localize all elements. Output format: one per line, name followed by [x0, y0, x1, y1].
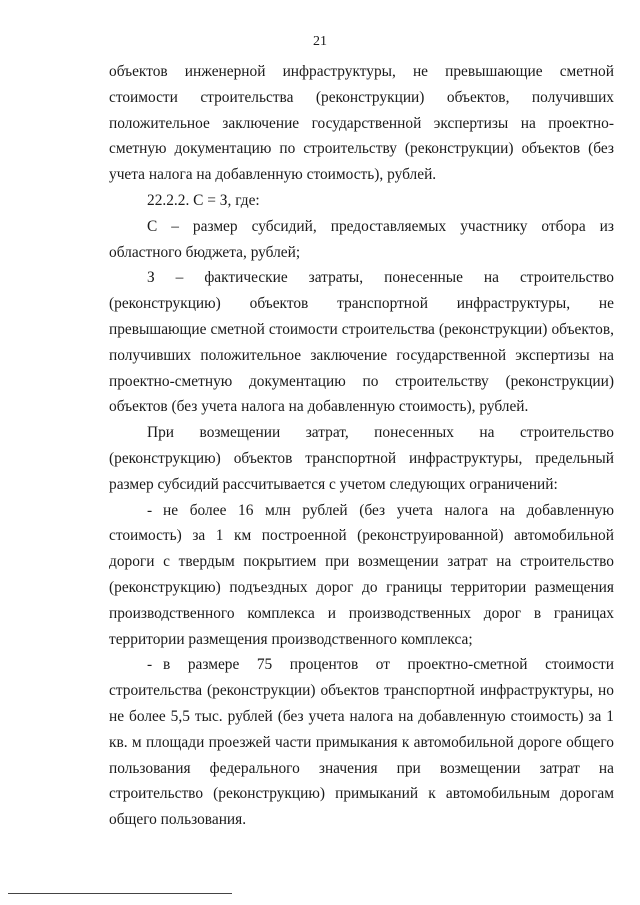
footer-divider — [8, 893, 232, 894]
paragraph-formula: 22.2.2. С = З, где: — [147, 191, 260, 209]
page-number: 21 — [313, 34, 327, 49]
paragraph-definition-c: С – размер субсидий, предоставляемых участнику отбора из областного бюджета, рублей; — [109, 217, 614, 261]
list-item-text: в размере 75 процентов от проектно-сметной стоимости строительства (реконструкции) объектов транспортной инфраструктуры, но не более 5,5 тыс. рублей (без учета налога на добавленную стоимость) за 1 кв. м площади проезжей части примыкания к автомобильной дороге общего пользования федерального значения при возмещении затрат на строительство (реконструкцию) примыканий к автомобильным дорогам общего пользования. — [109, 656, 614, 829]
paragraph-definition-z: З – фактические затраты, понесенные на строительство (реконструкцию) объектов транспортной инфраструктуры, не превышающие сметной стоимости строительства (реконструкции) объектов, получивших положительное заключение государственной экспертизы на проектно-сметную документацию по строительству (реконструкции) объектов (без учета налога на добавленную стоимость), рублей. — [109, 269, 614, 416]
list-item-text: не более 16 млн рублей (без учета налога на добавленную стоимость) за 1 км построенной (реконструированной) автомобильной дороги с твердым покрытием при возмещении затрат на строительство (реконструкцию) подъездных дорог до границы территории размещения производственного комплекса и производственных дорог в границах территории размещения производственного комплекса; — [109, 501, 614, 648]
list-item — [109, 652, 614, 833]
paragraph-limits-intro: При возмещении затрат, понесенных на строительство (реконструкцию) объектов транспортной инфраструктуры, предельный размер субсидий рассчитывается с учетом следующих ограничений: — [109, 424, 614, 493]
list-marker: - — [147, 656, 153, 674]
paragraph-continuation: объектов инженерной инфраструктуры, не превышающие сметной стоимости строительства (реконструкции) объектов, получивших положительное заключение государственной экспертизы на проектно-сметную документацию по строительству (реконструкции) объектов (без учета налога на добавленную стоимость), рублей. — [109, 63, 614, 184]
list-item — [109, 498, 614, 653]
document-body — [109, 59, 614, 833]
list-marker: - — [147, 501, 153, 519]
